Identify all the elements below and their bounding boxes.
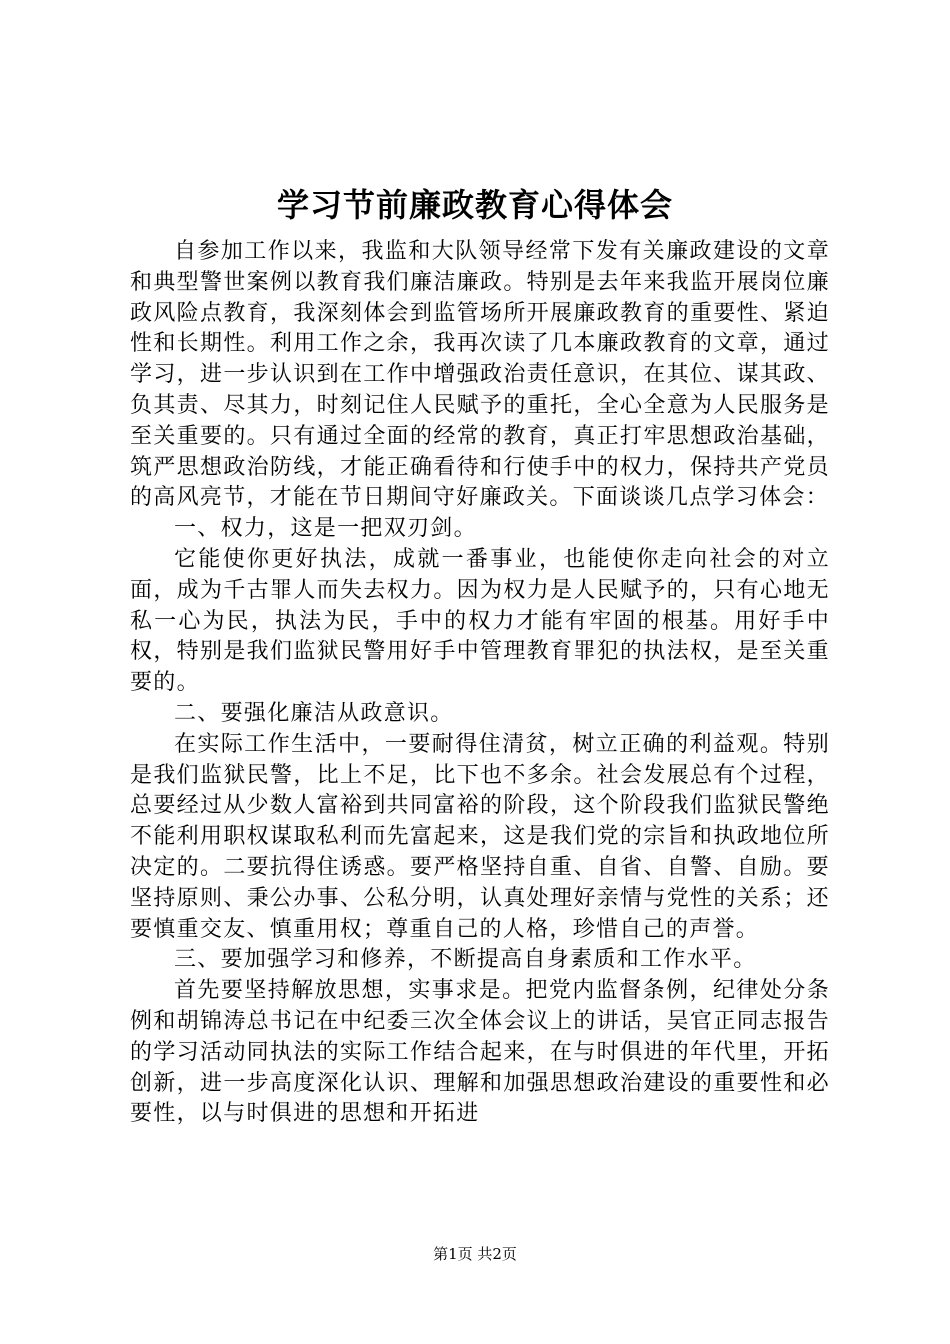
document-body <box>130 237 830 1130</box>
paragraph-section-1: 它能使你更好执法，成就一番事业，也能使你走向社会的对立面，成为千古罪人而失去权力。因为权力是人民赋予的，只有心地无私一心为民，执法为民，手中的权力才能有牢固的根基。用好手中权，特别是我们监狱民警用好手中管理教育罪犯的执法权，是至关重要的。 <box>130 546 830 696</box>
page-footer: 第1页 共2页 <box>433 1245 517 1263</box>
section-heading-2: 二、要强化廉洁从政意识。 <box>174 700 454 726</box>
section-heading-1: 一、权力，这是一把双刃剑。 <box>174 516 477 542</box>
paragraph-intro: 自参加工作以来，我监和大队领导经常下发有关廉政建设的文章和典型警世案例以教育我们廉洁廉政。特别是去年来我监开展岗位廉政风险点教育，我深刻体会到监管场所开展廉政教育的重要性、紧迫性和长期性。利用工作之余，我再次读了几本廉政教育的文章，通过学习，进一步认识到在工作中增强政治责任意识，在其位、谋其政、负其责、尽其力，时刻记住人民赋予的重托，全心全意为人民服务是至关重要的。只有通过全面的经常的教育，真正打牢思想政治基础，筑严思想政治防线，才能正确看待和行使手中的权力，保持共产党员的高风亮节，才能在节日期间守好廉政关。下面谈谈几点学习体会： <box>130 239 830 511</box>
paragraph-section-2: 在实际工作生活中，一要耐得住清贫，树立正确的利益观。特别是我们监狱民警，比上不足，比下也不多余。社会发展总有个过程，总要经过从少数人富裕到共同富裕的阶段，这个阶段我们监狱民警绝不能利用职权谋取私利而先富起来，这是我们党的宗旨和执政地位所决定的。二要抗得住诱惑。要严格坚持自重、自省、自警、自励。要坚持原则、秉公办事、公私分明，认真处理好亲情与党性的关系；还要慎重交友、慎重用权；尊重自己的人格，珍惜自己的声誉。 <box>130 731 830 942</box>
paragraph-section-3: 首先要坚持解放思想，实事求是。把党内监督条例，纪律处分条例和胡锦涛总书记在中纪委三次全体会议上的讲话，吴官正同志报告的学习活动同执法的实际工作结合起来，在与时俱进的年代里，开拓创新，进一步高度深化认识、理解和加强思想政治建设的重要性和必要性，以与时俱进的思想和开拓进 <box>130 978 830 1127</box>
section-heading-3: 三、要加强学习和修养，不断提高自身素质和工作水平。 <box>174 947 757 973</box>
page-title: 学习节前廉政教育心得体会 <box>276 186 673 224</box>
